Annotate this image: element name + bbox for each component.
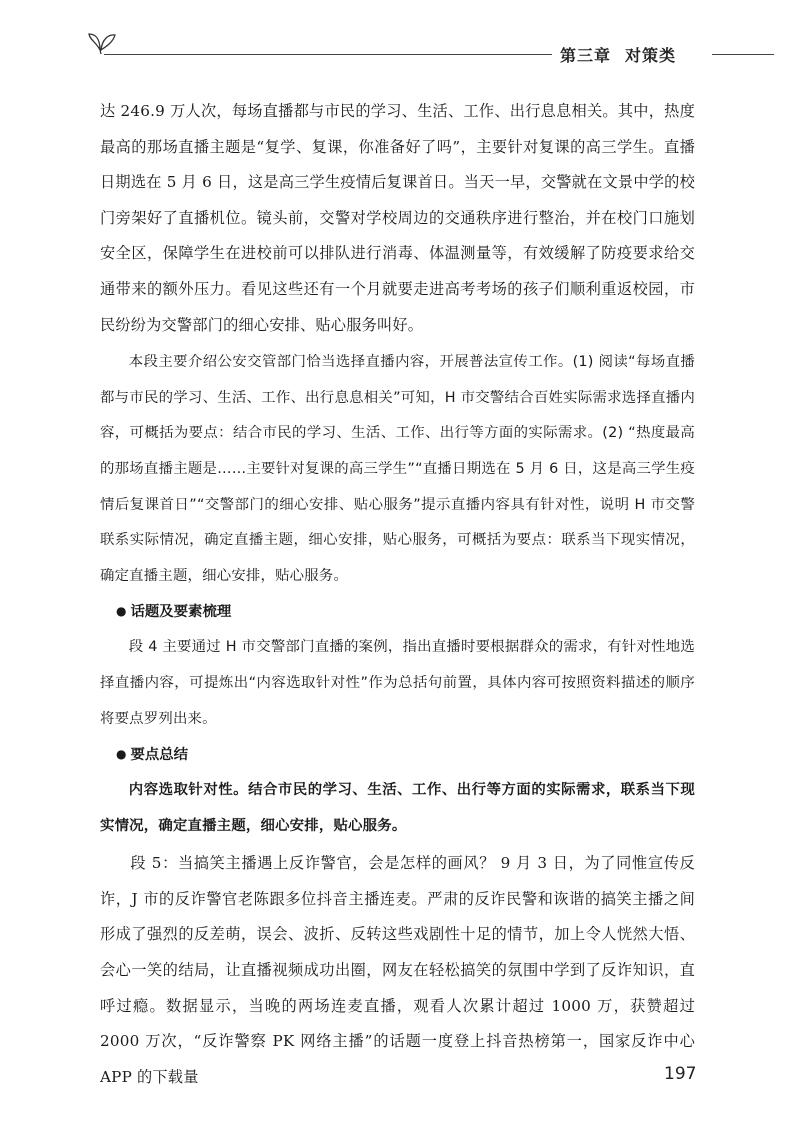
analysis-paragraph: 本段主要介绍公安交管部门恰当选择直播内容，开展普法宣传工作。(1) 阅读“每场直播都与市民的学习、生活、工作、出行息息相关”可知，H 市交警结合百姓实际需求选择直播内容，可概括为要点：结合市民的学习、生活、工作、出行等方面的实际需求。(2) “热度最高的那场直播主题是……主要针对复课的高三学生”“直播日期选在 5 月 6 日，这是高三学生疫情后复课首日”“交警部门的细心安排、贴心服务”提示直播内容具有针对性，说明 H 市交警联系实际情况，确定直播主题，细心安排，贴心服务，可概括为要点：联系当下现实情况，确定直播主题，细心安排，贴心服务。 [100, 354, 695, 584]
page-number: 197 [664, 1064, 697, 1084]
paragraph-continued: 达 246.9 万人次，每场直播都与市民的学习、生活、工作、出行息息相关。其中，热度最高的那场直播主题是“复学、复课，你准备好了吗”，主要针对复课的高三学生。直播日期选在 5 月 6 日，这是高三学生疫情后复课首日。当天一早，交警就在文景中学的校门旁架好了直播机位。镜头前，交警对学校周边的交通秩序进行整治，并在校门口施划安全区，保障学生在进校前可以排队进行消毒、体温测量等，有效缓解了防疫要求给交通带来的额外压力。看见这些还有一个月就要走进高考考场的孩子们顺利重返校园，市民纷纷为交警部门的细心安排、贴心服务叫好。 [100, 102, 695, 334]
summary-paragraph: 内容选取针对性。结合市民的学习、生活、工作、出行等方面的实际需求，联系当下现实情况，确定直播主题，细心安排，贴心服务。 [100, 782, 695, 834]
paragraph-five: 段 5：当搞笑主播遇上反诈警官，会是怎样的画风？ 9 月 3 日，为了同惟宣传反诈，J 市的反诈警官老陈跟多位抖音主播连麦。严肃的反诈民警和诙谐的搞笑主播之间形成了强烈的反差萌，误会、波折、反转这些戏剧性十足的情节，加上令人恍然大悟、会心一笑的结局，让直播视频成功出圈，网友在轻松搞笑的氛围中学到了反诈知识，直呼过瘾。数据显示，当晚的两场连麦直播，观看人次累计超过 1000 万，获赞超过 2000 万次，“反诈警察 PK 网络主播”的话题一度登上抖音热榜第一，国家反诈中心 APP 的下载量 [100, 854, 695, 1086]
header-rule-right [712, 54, 774, 55]
section-heading-topic: ● 话题及要素梳理 [100, 594, 695, 630]
chapter-label: 第三章 [560, 46, 612, 65]
running-header [560, 43, 700, 66]
header-rule-left [104, 54, 552, 55]
leaf-ornament-icon [88, 30, 122, 54]
section-heading-summary: ● 要点总结 [100, 737, 695, 773]
page-body [100, 94, 695, 1095]
topic-paragraph: 段 4 主要通过 H 市交警部门直播的案例，指出直播时要根据群众的需求，有针对性地选择直播内容，可提炼出“内容选取针对性”作为总括句前置，具体内容可按照资料描述的顺序将要点罗列出来。 [100, 639, 695, 727]
section-label: 对策类 [625, 46, 677, 65]
